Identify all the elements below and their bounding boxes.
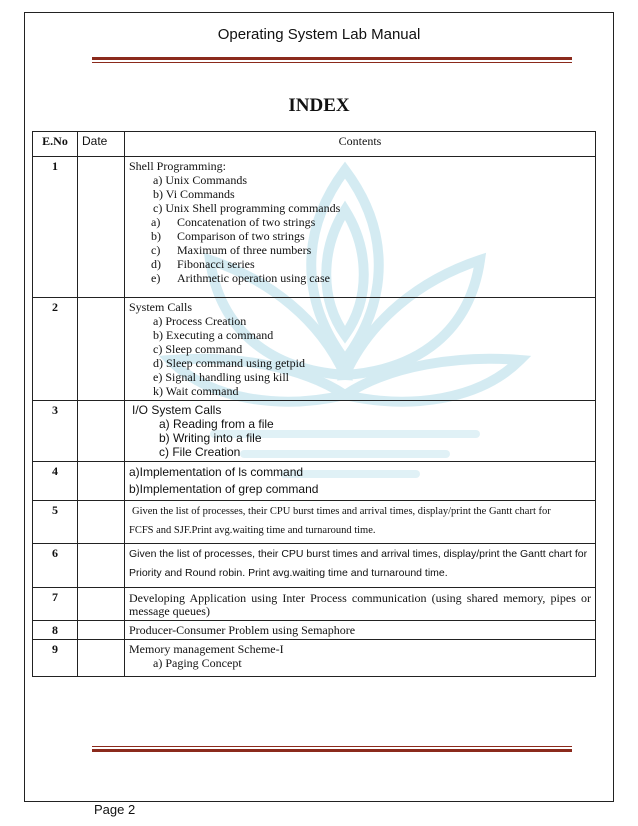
footer-rule <box>92 746 572 752</box>
table-row <box>33 588 596 621</box>
list-item: c) Maximum of three numbers <box>151 243 312 257</box>
row-date <box>78 298 125 401</box>
list-item: a)Implementation of ls command <box>129 465 304 479</box>
row-text: Given the list of processes, their CPU burst times and arrival times, display/print the Gantt chart for <box>132 506 551 517</box>
row-date <box>78 401 125 462</box>
row-contents <box>125 401 596 462</box>
row-number: 9 <box>33 640 78 677</box>
list-item: a) Concatenation of two strings <box>151 215 316 229</box>
list-item: d) Sleep command using getpid <box>153 356 305 370</box>
table-row <box>33 401 596 462</box>
row-contents: Developing Application using Inter Process communication (using shared memory, pipes or message queues) <box>125 588 596 621</box>
list-item: d) Fibonacci series <box>151 257 255 271</box>
list-item: b) Executing a command <box>153 328 274 342</box>
row-contents <box>125 157 596 298</box>
row-number: 8 <box>33 621 78 640</box>
row-contents <box>125 640 596 677</box>
table-header-row <box>33 132 596 157</box>
list-item: a) Process Creation <box>153 314 247 328</box>
row-date <box>78 157 125 298</box>
list-item: a) Unix Commands <box>153 173 247 187</box>
index-table <box>32 131 596 677</box>
row-date <box>78 462 125 501</box>
list-item: a) Reading from a file <box>159 417 274 431</box>
column-header-eno: E.No <box>33 132 78 157</box>
column-header-contents: Contents <box>125 132 596 157</box>
row-title: I/O System Calls <box>132 403 222 417</box>
page-number: Page 2 <box>94 802 136 817</box>
row-contents <box>125 462 596 501</box>
row-contents <box>125 501 596 544</box>
running-header: Operating System Lab Manual <box>217 26 421 43</box>
row-number: 2 <box>33 298 78 401</box>
table-row <box>33 544 596 588</box>
table-row <box>33 621 596 640</box>
list-item: c) File Creation <box>159 445 241 459</box>
row-text: FCFS and SJF.Print avg.waiting time and turnaround time. <box>129 525 376 536</box>
list-item: e) Signal handling using kill <box>153 370 289 384</box>
row-number: 4 <box>33 462 78 501</box>
row-number: 3 <box>33 401 78 462</box>
row-contents: Producer-Consumer Problem using Semaphore <box>125 621 596 640</box>
row-title: Shell Programming: <box>129 159 226 173</box>
list-item: b) Comparison of two strings <box>151 229 305 243</box>
row-contents <box>125 544 596 588</box>
column-header-date: Date <box>78 132 125 157</box>
table-row <box>33 501 596 544</box>
list-item: c) Sleep command <box>153 342 243 356</box>
table-row <box>33 298 596 401</box>
row-date <box>78 544 125 588</box>
row-text: Given the list of processes, their CPU burst times and arrival times, display/print the Gantt chart for <box>129 548 588 560</box>
row-date <box>78 588 125 621</box>
table-row <box>33 462 596 501</box>
row-number: 1 <box>33 157 78 298</box>
table-row <box>33 157 596 298</box>
list-item: b) Writing into a file <box>159 431 262 445</box>
row-number: 6 <box>33 544 78 588</box>
list-item: e) Arithmetic operation using case <box>151 271 330 285</box>
row-contents <box>125 298 596 401</box>
list-item: c) Unix Shell programming commands <box>153 201 341 215</box>
list-item: a) Paging Concept <box>153 656 242 670</box>
row-date <box>78 621 125 640</box>
row-text: Priority and Round robin. Print avg.waiting time and turnaround time. <box>129 567 448 579</box>
row-title: Memory management Scheme-I <box>129 642 284 656</box>
header-rule <box>92 57 572 63</box>
row-number: 7 <box>33 588 78 621</box>
row-date <box>78 501 125 544</box>
row-date <box>78 640 125 677</box>
table-row <box>33 640 596 677</box>
list-item: b) Vi Commands <box>153 187 235 201</box>
row-number: 5 <box>33 501 78 544</box>
row-title: System Calls <box>129 300 193 314</box>
list-item: k) Wait command <box>153 384 239 398</box>
page-title: INDEX <box>288 95 350 116</box>
list-item: b)Implementation of grep command <box>129 482 319 496</box>
